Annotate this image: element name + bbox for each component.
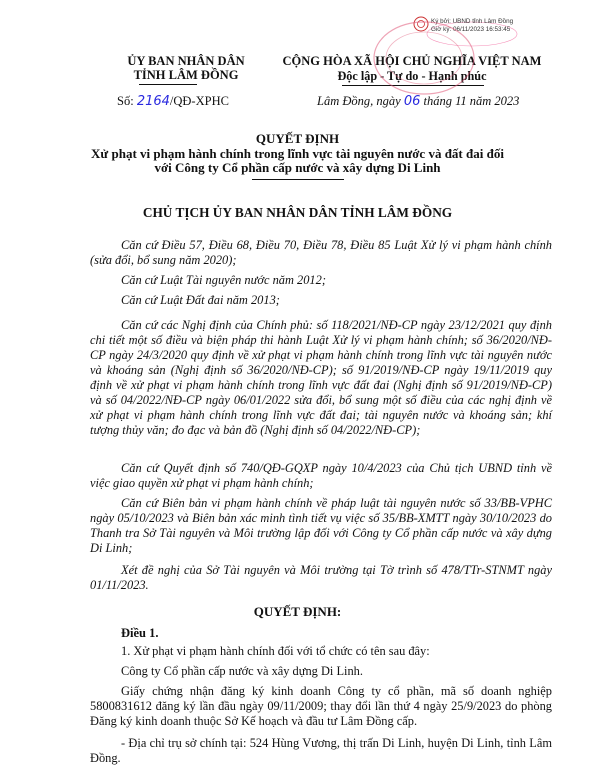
doc-no-suffix: /QĐ-XPHC [169, 94, 229, 108]
date-day-handwritten: 06 [403, 94, 421, 109]
date-suffix: tháng 11 năm 2023 [420, 94, 520, 108]
legal-basis-3 [90, 293, 552, 308]
article-1-company-name [90, 664, 552, 679]
country-name: CỘNG HÒA XÃ HỘI CHỦ NGHĨA VIỆT NAM [282, 54, 542, 68]
legal-basis-text: Xét đề nghị của Sở Tài nguyên và Môi trường tại Tờ trình số 478/TTr-STNMT ngày 01/11/2023. [90, 563, 552, 592]
document-subject-line-1: Xử phạt vi phạm hành chính trong lĩnh vực tài nguyên nước và đất đai đối [91, 146, 504, 161]
org-underline [139, 84, 197, 85]
doc-no-prefix: Số: [117, 94, 137, 108]
legal-basis-text: Căn cứ Quyết định số 740/QĐ-GQXP ngày 10/4/2023 của Chủ tịch UBND tỉnh về việc giao quyền xử phạt vi phạm hành chính; [90, 461, 552, 490]
date-prefix: Lâm Đồng, ngày [317, 94, 404, 108]
document-subject-line-2: với Công ty Cổ phần cấp nước và xây dựng Di Linh [154, 160, 441, 175]
issue-date [317, 94, 519, 109]
authority-heading: CHỦ TỊCH ỦY BAN NHÂN DÂN TỈNH LÂM ĐỒNG [142, 205, 453, 220]
title-underline [252, 179, 344, 180]
official-seal-icon [368, 18, 480, 98]
article-text: Giấy chứng nhận đăng ký kinh doanh Công ty cổ phần, mã số doanh nghiệp 5800831612 đăng ký lần đầu ngày 09/11/2009; thay đổi lần thứ 4 ngày 25/9/2023 do phòng Đăng ký kinh doanh thuộc Sở Kế hoạch và đầu tư Lâm Đồng cấp. [90, 684, 552, 728]
doc-no-handwritten: 2164 [136, 94, 170, 109]
legal-basis-2 [90, 273, 552, 288]
legal-basis-6 [90, 496, 552, 556]
document-number [117, 94, 229, 109]
legal-basis-1 [90, 238, 552, 268]
issuing-organization [96, 54, 276, 82]
article-text: Công ty Cổ phần cấp nước và xây dựng Di Linh. [121, 664, 363, 678]
org-line-1: ỦY BAN NHÂN DÂN [127, 54, 245, 68]
signature-signer: Ký bởi: UBND tỉnh Lâm Đồng [431, 18, 514, 25]
national-motto: Độc lập - Tự do - Hạnh phúc [337, 69, 487, 83]
signature-time: Giờ ký: 06/11/2023 16:53:45 [431, 26, 511, 33]
decision-heading: QUYẾT ĐỊNH: [253, 604, 342, 619]
article-1-registration [90, 684, 552, 729]
legal-basis-7 [90, 563, 552, 593]
article-text: - Địa chỉ trụ sở chính tại: 524 Hùng Vương, thị trấn Di Linh, huyện Di Linh, tỉnh Lâm Đồng. [90, 736, 552, 765]
org-line-2: TỈNH LÂM ĐỒNG [133, 68, 239, 82]
legal-basis-text: Căn cứ Điều 57, Điều 68, Điều 70, Điều 78, Điều 85 Luật Xử lý vi phạm hành chính (sửa đổi, bổ sung năm 2020); [90, 238, 552, 267]
legal-basis-text: Căn cứ Biên bản vi phạm hành chính về pháp luật tài nguyên nước số 33/BB-VPHC ngày 05/10/2023 và Biên bản xác minh tình tiết vụ việc số 35/BB-XMTT ngày 30/10/2023 do Thanh tra Sở Tài nguyên và Môi trường lập đối với Công ty Cổ phần cấp nước và xây dựng Di Linh; [90, 496, 552, 555]
legal-basis-4 [90, 318, 552, 438]
legal-basis-text: Căn cứ Luật Đất đai năm 2013; [121, 293, 280, 307]
legal-basis-5 [90, 461, 552, 491]
article-1-item-1 [90, 644, 552, 659]
legal-basis-text: Căn cứ Luật Tài nguyên nước năm 2012; [121, 273, 326, 287]
article-1-heading: Điều 1. [121, 626, 159, 640]
article-1-address [90, 736, 552, 766]
article-text: 1. Xử phạt vi phạm hành chính đối với tổ chức có tên sau đây: [121, 644, 430, 658]
document-type: QUYẾT ĐỊNH [255, 131, 340, 146]
legal-basis-text: Căn cứ các Nghị định của Chính phủ: số 118/2021/NĐ-CP ngày 23/12/2021 quy định chi tiết một số điều và biện pháp thi hành Luật Xử lý vi phạm hành chính; số 36/2020/NĐ-CP ngày 24/3/2020 quy định về xử phạt vi phạm hành chính trong lĩnh vực tài nguyên nước và khoáng sản (Nghị định số 36/2020/NĐ-CP); số 91/2019/NĐ-CP ngày 19/11/2019 quy định về xử phạt vi phạm hành chính trong lĩnh vực đất đai (Nghị định số 91/2019/NĐ-CP) và số 04/2022/NĐ-CP ngày 06/01/2022 sửa đổi, bổ sung một số điều của các nghị định về xử phạt vi phạm hành chính trong lĩnh vực đất đai; tài nguyên nước và khoáng sản; khí tượng thủy văn; đo đạc và bản đồ (Nghị định số 04/2022/NĐ-CP); [90, 318, 552, 437]
